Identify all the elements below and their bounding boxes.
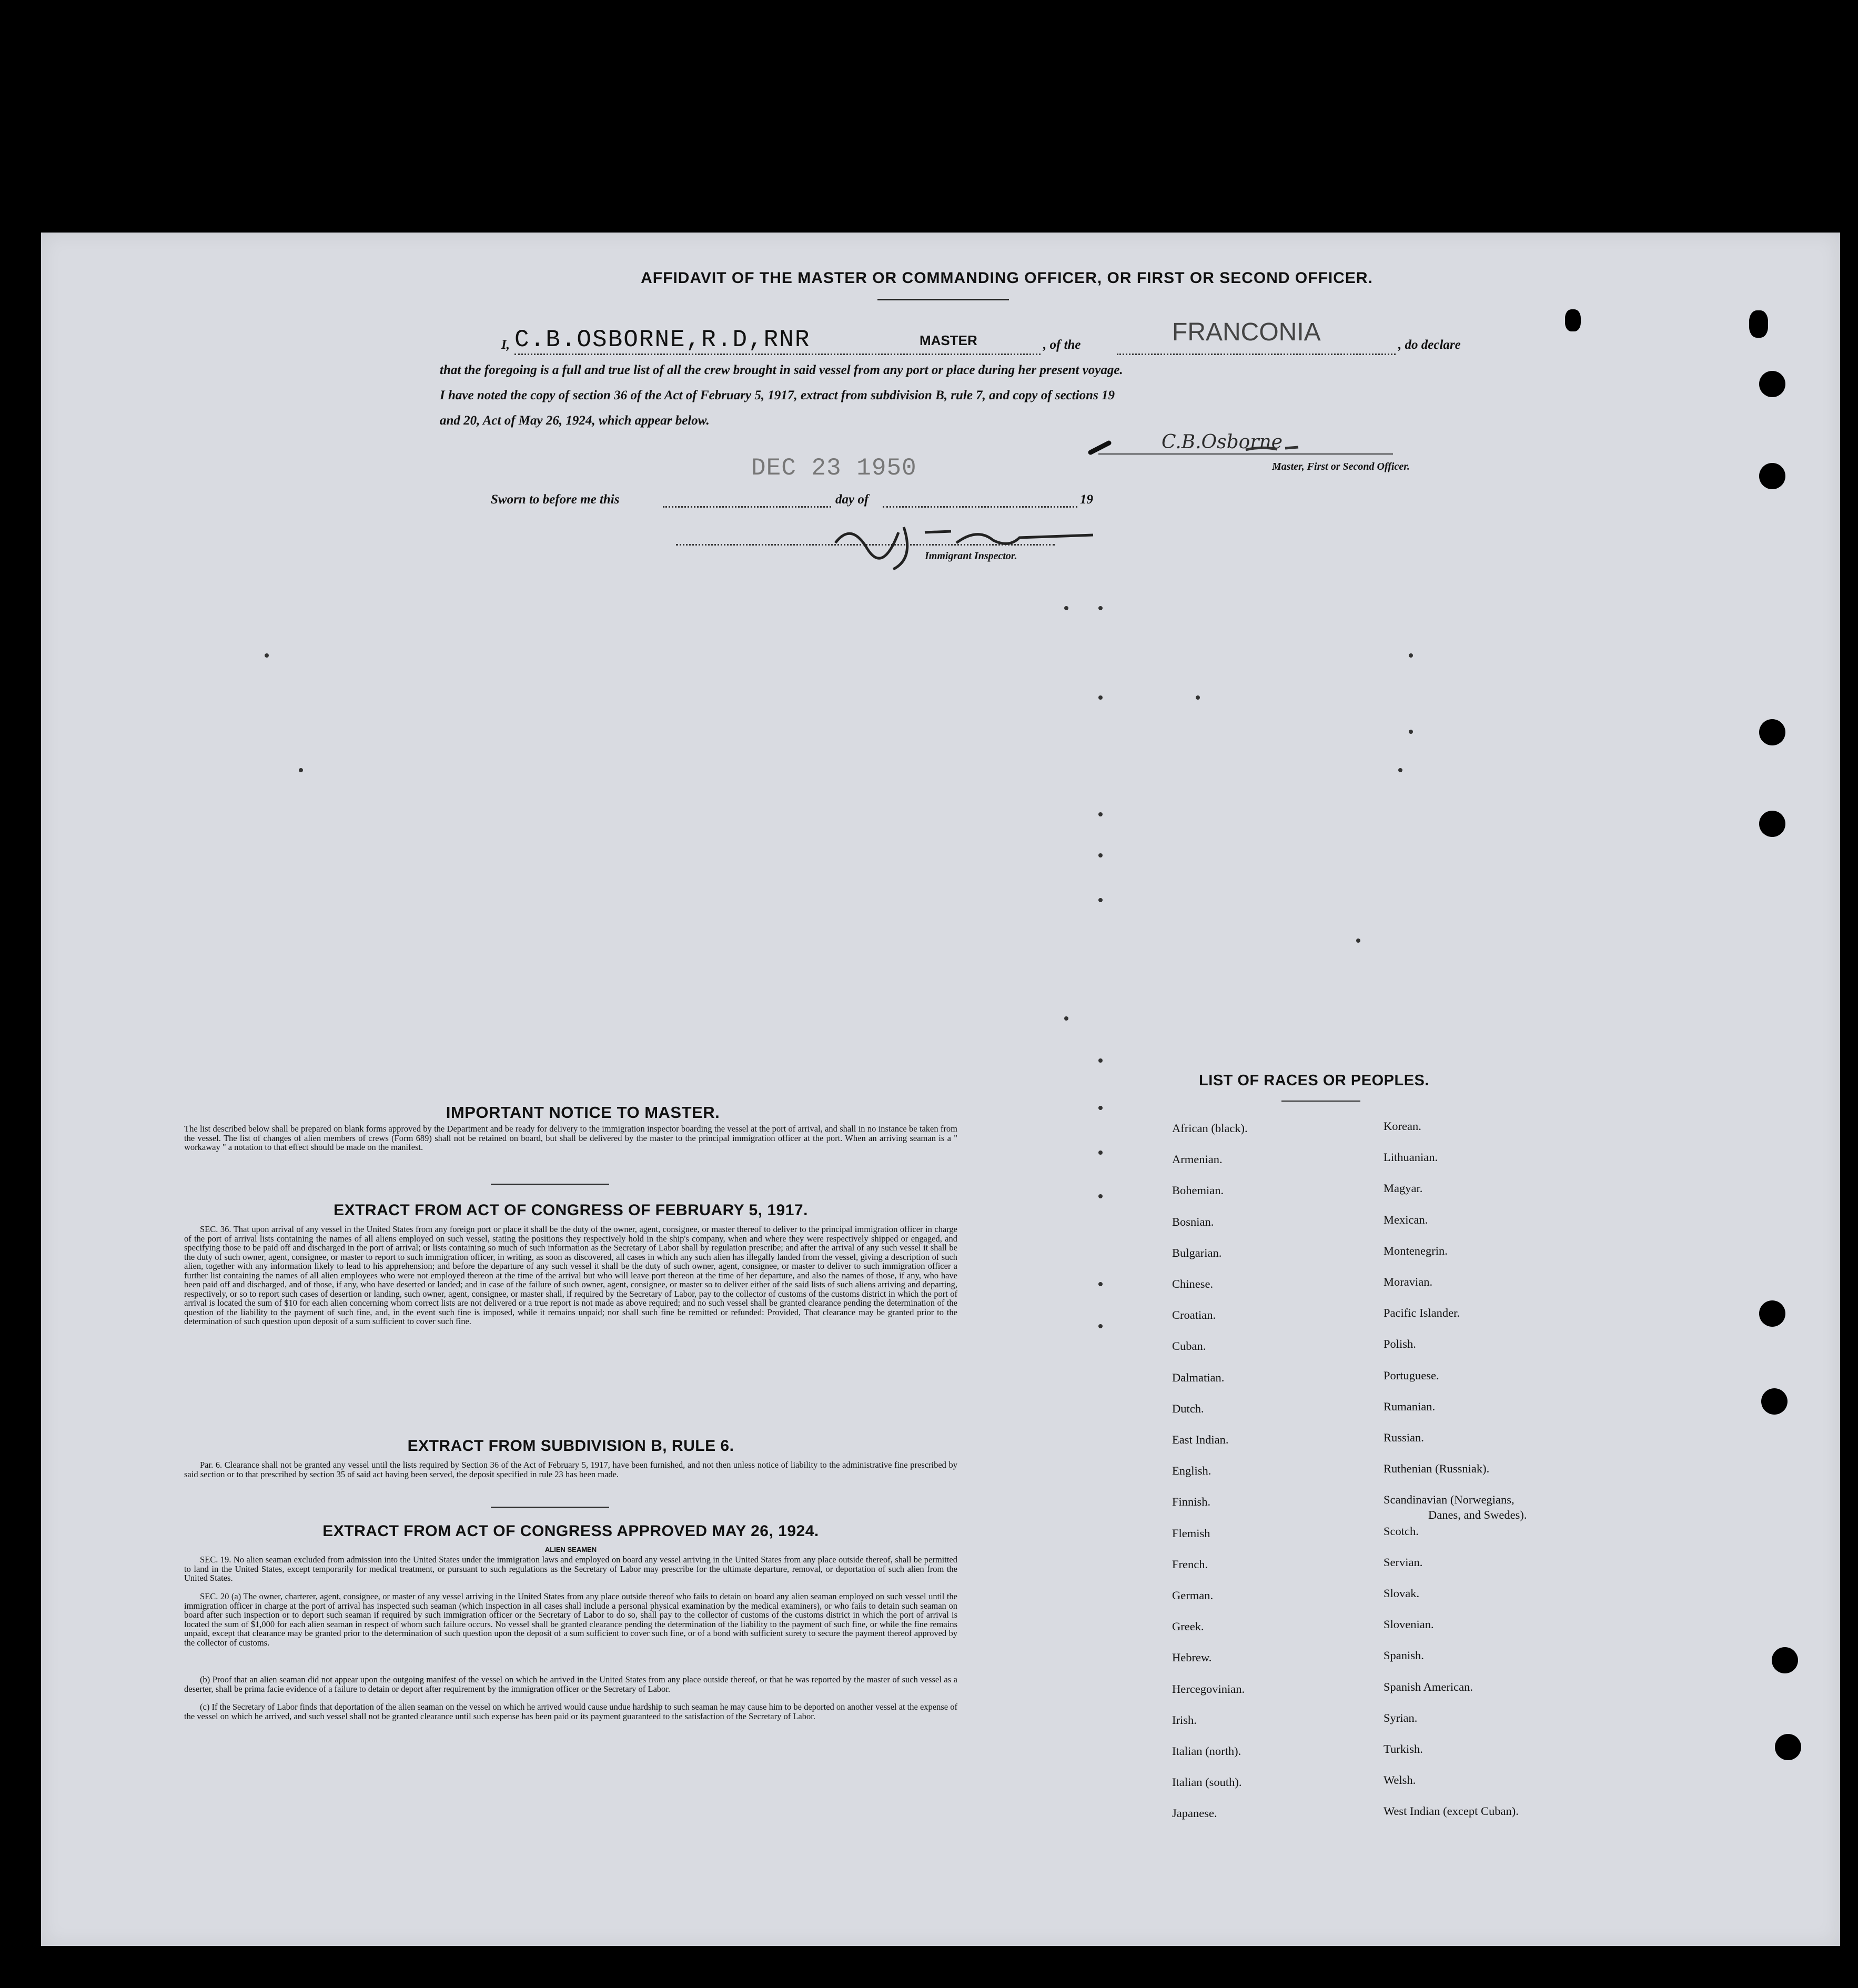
ghost-mark (1196, 695, 1200, 700)
paper-sheet (41, 233, 1840, 1946)
ghost-mark (1098, 1282, 1103, 1286)
race-item: Syrian. (1384, 1711, 1418, 1724)
sworn-month-line (883, 506, 1077, 508)
races-divider (1281, 1101, 1360, 1102)
race-item: African (black). (1172, 1122, 1248, 1135)
extract-1917-text: SEC. 36. That upon arrival of any vessel in the United States from any foreign port or place it shall be the duty of the owner, agent, consignee, or master thereof to deliver to the principal immigration officer in charge of the port of arrival lists containing the names of all aliens employed on such vessel, stating the positions they respectively hold in the ship's company, when and where they were respectively shipped or engaged, and specifying those to be paid off and discharged in the port of arrival; or lists containing so much of such information as the Secretary of Labor shall by regulation prescribe; and after the arrival of any such vessel it shall be the duty of such owner, agent, consignee, or master to report to such immigration officer, in writing, as soon as discovered, all cases in which any such alien has illegally landed from the vessel, giving a description of such alien, together with any information likely to lead to his apprehension; and before the departure of any such vessel it shall be the duty of such owner, agent, consignee, or master to deliver to such immigration officer a further list containing the names of all alien employees who were not employed thereon at the time of the arrival but who will leave port thereon at the time of her departure, and also the names of those, if any, who have been paid off and discharged, and of those, if any, who have deserted or landed; and in case of the failure of such owner, agent, consignee, or master so to deliver either of the said lists of such aliens arriving and departing, respectively, or so to report such cases of desertion or landing, such owner, agent, consignee, or master shall, if required by the Secretary of Labor, pay to the collector of customs of the customs district in which the port of arrival is located the sum of $10 for each alien concerning whom correct lists are not delivered or a true report is not made as above required; and no such vessel shall be granted clearance pending the determination of the question of the liability to the payment of such fine, and, in the event such fine is imposed, while it remains unpaid; nor shall such fine be remitted or refunded: Provided, That clearance may be granted prior to the determination of such question upon deposit of a sum sufficient to cover such fine. (184, 1224, 957, 1326)
race-item: Greek. (1172, 1620, 1204, 1633)
do-declare-label: , do declare (1398, 338, 1461, 352)
race-item: Rumanian. (1384, 1399, 1436, 1413)
race-item: Spanish American. (1384, 1680, 1473, 1693)
race-item: Polish. (1384, 1337, 1416, 1351)
race-item: Montenegrin. (1384, 1244, 1448, 1257)
race-item: Magyar. (1384, 1182, 1423, 1195)
affidavit-line-3: I have noted the copy of section 36 of the Act of February 5, 1917, extract from subdivision B, rule 7, and copy of sections 19 (440, 388, 1115, 402)
alien-seamen-subtitle: ALIEN SEAMEN (544, 1546, 597, 1553)
race-item: Japanese. (1172, 1807, 1217, 1820)
notice-text: The list described below shall be prepared on blank forms approved by the Department and be ready for delivery to the immigration inspector boarding the vessel at the port of arrival, and shall in no instance be taken from the vessel. The list of changes of alien members of crews (Form 689) shall not be retained on board, but shall be delivered by the master to the principal immigration officer at the port. When an arriving seaman is a " workaway " a notation to that effect should be made on the manifest. (184, 1124, 957, 1152)
vessel-line (1117, 354, 1396, 355)
race-item: Bohemian. (1172, 1184, 1224, 1197)
ghost-mark (1098, 812, 1103, 816)
race-item: Servian. (1384, 1555, 1423, 1569)
master-signature: C.B.Osborne (1162, 431, 1283, 453)
year-prefix: 19 (1080, 492, 1093, 507)
date-stamp: DEC 23 1950 (751, 455, 917, 482)
ghost-mark (1098, 853, 1103, 857)
signature-caption: Master, First or Second Officer. (1272, 461, 1410, 472)
race-item: Hercegovinian. (1172, 1682, 1245, 1696)
race-item: German. (1172, 1589, 1214, 1602)
race-item: Scandinavian (Norwegians, (1384, 1493, 1514, 1507)
notice-divider (491, 1184, 609, 1185)
race-item: Turkish. (1384, 1742, 1423, 1755)
race-item: Finnish. (1172, 1495, 1211, 1509)
affidavit-title: AFFIDAVIT OF THE MASTER OR COMMANDING OFFICER, OR FIRST OR SECOND OFFICER. (641, 269, 1373, 287)
ghost-mark (1409, 653, 1413, 658)
day-of-label: day of (835, 492, 869, 507)
officer-rank: MASTER (920, 332, 977, 348)
punch-hole (1761, 1388, 1788, 1415)
officer-name: C.B.OSBORNE,R.D,RNR (514, 326, 811, 354)
race-item: East Indian. (1172, 1433, 1229, 1446)
race-item: Slovak. (1384, 1587, 1420, 1600)
ghost-mark (1098, 1106, 1103, 1110)
race-item: Welsh. (1384, 1773, 1416, 1787)
ghost-mark (299, 768, 303, 772)
ghost-mark (1098, 898, 1103, 902)
punch-hole (1759, 371, 1785, 397)
punch-hole (1759, 811, 1785, 837)
race-item: Dalmatian. (1172, 1370, 1225, 1384)
race-item: West Indian (except Cuban). (1384, 1804, 1519, 1818)
punch-hole (1759, 463, 1785, 489)
race-item: Italian (north). (1172, 1744, 1241, 1758)
affidavit-line-2: that the foregoing is a full and true list of all the crew brought in said vessel from any port or place during her present voyage. (440, 363, 1123, 377)
sworn-label: Sworn to before me this (491, 492, 620, 507)
inspector-signature-mark (820, 511, 1114, 574)
punch-hole (1775, 1734, 1801, 1760)
race-item: Danes, and Swedes). (1428, 1508, 1527, 1521)
extract-1917-title: EXTRACT FROM ACT OF CONGRESS OF FEBRUARY 5, 1917. (334, 1202, 808, 1219)
race-item: Cuban. (1172, 1339, 1206, 1353)
race-item: Russian. (1384, 1431, 1424, 1444)
title-underline (877, 299, 1009, 300)
race-item: Spanish. (1384, 1649, 1424, 1662)
vessel-name: FRANCONIA (1172, 318, 1321, 346)
extract-rule6-text: Par. 6. Clearance shall not be granted any vessel until the lists required by Section 36 of the Act of February 5, 1917, have been furnished, and not then unless notice of liability to the administrative fine prescribed by said section or to that prescribed by section 35 of said act having been served, the deposit specified in rule 23 has been made. (184, 1460, 957, 1479)
sec20a-text: SEC. 20 (a) The owner, charterer, agent, consignee, or master of any vessel arriving in the United States from any place outside thereof who fails to detain on board any alien seaman employed on such vessel until the immigration officer in charge at the port of arrival has inspected such seaman (which inspection in all cases shall include a personal physical examination by the medical examiners), or who fails to detain such seaman on board after such inspection or to deport such seaman if required by such immigration officer or the Secretary of Labor to do so, shall pay to the collector of customs of the customs district in which the port of arrival is located the sum of $1,000 for each alien seaman in respect of whom such failure occurs. No vessel shall be granted clearance pending the determination of the liability to the payment of such fine, or while the fine remains unpaid, except that clearance may be granted prior to the determination of such question upon the deposit of a sum sufficient to cover such fine, or of a bond with sufficient surety to secure the payment thereof approved by the collector of customs. (184, 1591, 957, 1648)
race-item: Armenian. (1172, 1153, 1223, 1166)
ghost-mark (1409, 730, 1413, 734)
sec20c-text: (c) If the Secretary of Labor finds that deportation of the alien seaman on the vessel on which he arrived would cause undue hardship to such seaman he may cause him to be deported on another vessel at the expense of the vessel on which he arrived, and such vessel shall not be granted clearance until such expense has been paid or its payment guaranteed to the satisfaction of the Secretary of Labor. (184, 1702, 957, 1721)
ghost-mark (1356, 939, 1360, 943)
extract-1924-title: EXTRACT FROM ACT OF CONGRESS APPROVED MAY 26, 1924. (322, 1522, 819, 1540)
race-item: Flemish (1172, 1526, 1210, 1540)
race-item: French. (1172, 1557, 1208, 1571)
punch-hole (1565, 309, 1581, 331)
race-item: Irish. (1172, 1713, 1197, 1727)
inspector-caption: Immigrant Inspector. (925, 550, 1017, 562)
extract-rule6-title: EXTRACT FROM SUBDIVISION B, RULE 6. (407, 1437, 734, 1455)
notice-title: IMPORTANT NOTICE TO MASTER. (446, 1103, 720, 1122)
race-item: English. (1172, 1464, 1211, 1478)
punch-hole (1759, 719, 1785, 745)
sec19-text: SEC. 19. No alien seaman excluded from admission into the United States under the immigration laws and employed on board any vessel arriving in the United States from any place outside thereof, shall be permitted to land in the United States, except temporarily for medical treatment, or pursuant to such regulations as the Secretary of Labor may prescribe for the ultimate departure, removal, or deportation of such alien from the United States. (184, 1555, 957, 1583)
rule6-divider (491, 1507, 609, 1508)
ghost-mark (1098, 1058, 1103, 1063)
races-title: LIST OF RACES OR PEOPLES. (1199, 1072, 1429, 1089)
race-item: Bulgarian. (1172, 1246, 1222, 1259)
race-item: Dutch. (1172, 1401, 1204, 1415)
race-item: Moravian. (1384, 1275, 1433, 1288)
punch-hole (1759, 1300, 1785, 1327)
name-line (514, 354, 1041, 355)
race-item: Lithuanian. (1384, 1151, 1438, 1164)
punch-hole (1772, 1647, 1798, 1673)
ghost-mark (265, 653, 269, 658)
race-item: Ruthenian (Russniak). (1384, 1462, 1490, 1476)
race-item: Portuguese. (1384, 1368, 1439, 1382)
ghost-mark (1098, 1324, 1103, 1328)
ghost-mark (1098, 1151, 1103, 1155)
ghost-mark (1098, 695, 1103, 700)
ghost-mark (1398, 768, 1402, 772)
race-item: Scotch. (1384, 1524, 1419, 1538)
punch-hole (1749, 310, 1768, 338)
ghost-mark (1064, 1016, 1068, 1021)
of-the-label: , of the (1043, 338, 1081, 352)
race-item: Pacific Islander. (1384, 1306, 1460, 1320)
i-prefix: I, (501, 338, 510, 352)
signature-line (1098, 453, 1393, 455)
sec20b-text: (b) Proof that an alien seaman did not appear upon the outgoing manifest of the vessel on which he arrived in the United States from any place outside thereof, or that he was reported by the master of such vessel as a deserter, shall be prima facie evidence of a failure to detain or deport after requirement by the immigration officer or the Secretary of Labor. (184, 1674, 957, 1694)
race-item: Bosnian. (1172, 1215, 1214, 1228)
sworn-day-line (663, 506, 831, 508)
affidavit-line-4: and 20, Act of May 26, 1924, which appear below. (440, 413, 710, 428)
ghost-mark (1098, 606, 1103, 610)
race-item: Mexican. (1384, 1213, 1428, 1226)
race-item: Croatian. (1172, 1308, 1216, 1322)
race-item: Korean. (1384, 1119, 1421, 1133)
ghost-mark (1064, 606, 1068, 610)
race-item: Slovenian. (1384, 1618, 1434, 1631)
race-item: Hebrew. (1172, 1651, 1212, 1664)
ghost-mark (1098, 1194, 1103, 1198)
race-item: Italian (south). (1172, 1775, 1242, 1789)
race-item: Chinese. (1172, 1277, 1214, 1290)
